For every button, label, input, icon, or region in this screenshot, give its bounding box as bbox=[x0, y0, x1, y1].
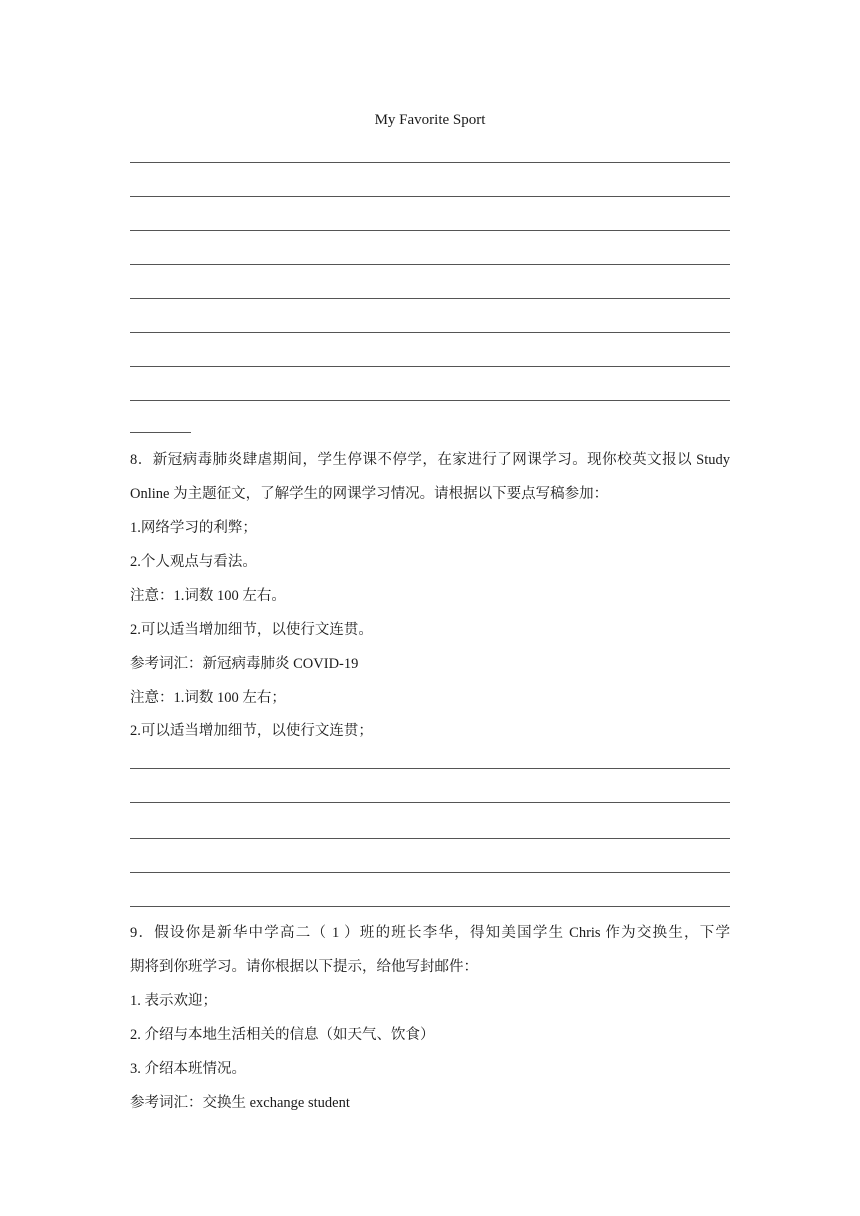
writing-line bbox=[130, 802, 730, 803]
writing-line bbox=[130, 298, 730, 299]
q8-vocab: 参考词汇：新冠病毒肺炎 COVID-19 bbox=[130, 656, 359, 672]
q8-note: 2.可以适当增加细节，以使行文连贯； bbox=[130, 723, 373, 739]
writing-line bbox=[130, 264, 730, 265]
writing-line bbox=[130, 196, 730, 197]
q8-prompt-line2: Online 为主题征文，了解学生的网课学习情况。请根据以下要点写稿参加： bbox=[130, 486, 609, 502]
writing-line bbox=[130, 872, 730, 873]
writing-line bbox=[130, 230, 730, 231]
q9-point: 1. 表示欢迎； bbox=[130, 993, 217, 1009]
essay-title: My Favorite Sport bbox=[374, 112, 486, 128]
q9-prompt-line1: 9．假设你是新华中学高二（ 1 ）班的班长李华，得知美国学生 Chris 作为交换生，下学 bbox=[130, 925, 730, 941]
q8-note: 2.可以适当增加细节，以使行文连贯。 bbox=[130, 622, 373, 638]
q9-point: 2. 介绍与本地生活相关的信息（如天气、饮食） bbox=[130, 1027, 435, 1043]
writing-line bbox=[130, 400, 730, 401]
q9-prompt-line2: 期将到你班学习。请你根据以下提示，给他写封邮件： bbox=[130, 959, 478, 975]
q8-point: 2.个人观点与看法。 bbox=[130, 554, 257, 570]
writing-line bbox=[130, 768, 730, 769]
writing-line bbox=[130, 838, 730, 839]
writing-line bbox=[130, 366, 730, 367]
q9-vocab: 参考词汇：交换生 exchange student bbox=[130, 1095, 350, 1111]
q8-prompt-line1: 8．新冠病毒肺炎肆虐期间，学生停课不停学，在家进行了网课学习。现你校英文报以 Study bbox=[130, 452, 730, 468]
q8-note: 注意：1.词数 100 左右； bbox=[130, 690, 286, 706]
q9-point: 3. 介绍本班情况。 bbox=[130, 1061, 246, 1077]
writing-line-end bbox=[130, 432, 191, 433]
writing-line bbox=[130, 906, 730, 907]
q8-point: 1.网络学习的利弊； bbox=[130, 520, 257, 536]
q8-note: 注意：1.词数 100 左右。 bbox=[130, 588, 286, 604]
writing-line bbox=[130, 162, 730, 163]
writing-line bbox=[130, 332, 730, 333]
